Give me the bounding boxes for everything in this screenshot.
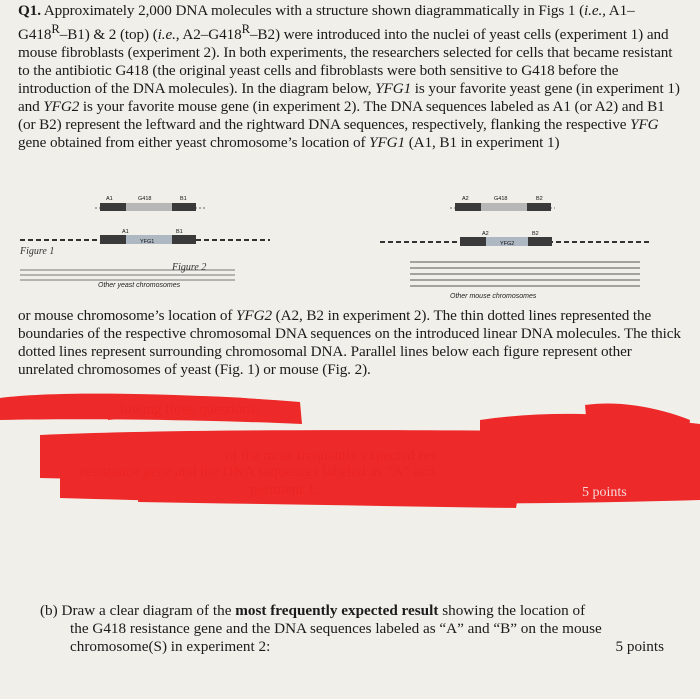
question-number: Q1. <box>18 2 41 19</box>
svg-text:Other yeast chromosomes: Other yeast chromosomes <box>98 282 181 289</box>
figure2-b-segment <box>527 203 551 211</box>
figure2-other-chromosomes <box>410 262 640 286</box>
svg-text:A2: A2 <box>462 196 469 202</box>
svg-text:A1: A1 <box>122 229 129 235</box>
question-part-b: (b) Draw a clear diagram of the most frequently expected result showing the location of the G418 resistance gene and the DNA sequences labeled as “A” and “B” on the mouse chromosome(S) in experiment 2: 5 points <box>40 602 664 655</box>
question-intro: Q1. Approximately 2,000 DNA molecules with a structure shown diagrammatically in Figs 1 (i.e., $A1-G418^R-B1$) & 2 (top) (i.e., $A2-G418^R-B2$) were introduced into the nuclei of yeast cells (experiment 1) and mouse fibroblasts (experiment 2). In both experiments, the researchers selected for cells that became resistant to the antibiotic G418 (the original yeast cells and fibroblasts were both sensitive to G418 before the introduction of the DNA molecules). In the diagram below, YFG1 is your favorite yeast gene (in experiment 1) and YFG2 is your favorite mouse gene (in experiment 2). The DNA sequences labeled as A1 (or A2) and B1 (or B2) represent the leftward and the rightward DNA sequences, respectively, flanking the respective YFG gene obtained from either yeast chromosome’s location of YFG1 (A1, B1 in experiment 1) <box>18 2 680 152</box>
svg-text:YFG1: YFG1 <box>140 239 155 245</box>
question-continuation: or mouse chromosome’s location of YFG2 (A2, B2 in experiment 2). The thin dotted lines represented the boundaries of the respective chromosomal DNA sequences on the introduced linear DNA molecules. The thick dotted lines represent surrounding chromosomal DNA. Parallel lines below each figure represent other unrelated chromosomes of yeast (Fig. 1) or mouse (Fig. 2). <box>18 307 681 378</box>
figure2-dna-molecule <box>450 196 555 211</box>
figure2-g418-segment <box>481 203 527 211</box>
svg-text:Other mouse chromosomes: Other mouse chromosomes <box>450 293 537 300</box>
svg-text:G418: G418 <box>494 196 508 202</box>
figure2-label: Figure 2 <box>172 262 207 273</box>
svg-text:5 points: 5 points <box>582 485 627 500</box>
svg-text:B1: B1 <box>180 196 187 202</box>
svg-text:A1: A1 <box>106 196 113 202</box>
svg-text:B2: B2 <box>532 231 539 237</box>
part-b-points: 5 points <box>615 638 664 655</box>
figure1-g418-segment <box>126 203 172 211</box>
svg-text:B2: B2 <box>536 196 543 202</box>
figure1-label: Figure 1 <box>20 246 55 257</box>
svg-text:G418: G418 <box>138 196 152 202</box>
svg-text:YFG2: YFG2 <box>500 241 515 247</box>
figure1-dna-molecule <box>95 196 205 211</box>
figures-diagram <box>0 190 700 308</box>
figure1-a-segment <box>100 203 126 211</box>
figure1-b-segment <box>172 203 196 211</box>
redaction-scribble <box>0 380 700 520</box>
figure2-chromosome <box>380 231 650 247</box>
figure1-chromosome <box>20 229 270 245</box>
svg-text:B1: B1 <box>176 229 183 235</box>
svg-text:A2: A2 <box>482 231 489 237</box>
figure2-a-segment <box>455 203 481 211</box>
part-b-emphasis: most frequently expected result <box>235 602 439 619</box>
